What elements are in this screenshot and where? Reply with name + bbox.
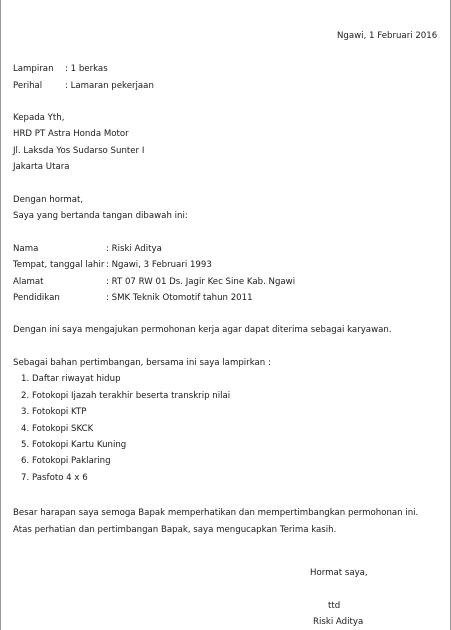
identity-value: : Ngawi, 3 Februari 1993 <box>106 260 212 270</box>
list-item: Fotokopi Kartu Kuning <box>32 440 127 450</box>
signature-name: Riski Aditya <box>313 617 364 627</box>
list-item: Fotokopi SKCK <box>32 424 94 434</box>
closing-paragraph: Besar harapan saya semoga Bapak memperhatikan dan mempertimbangkan permohonan ini. Atas perhatian dan pertimbangan Bapak, saya mengucapkan Terima kasih. <box>13 508 419 535</box>
identity-value: : SMK Teknik Otomotif tahun 2011 <box>106 293 253 303</box>
identity-label: Tempat, tanggal lahir <box>13 260 105 270</box>
recipient-line: Jakarta Utara <box>13 162 70 172</box>
list-item: Fotokopi Ijazah terakhir beserta transkrip nilai <box>32 391 231 401</box>
subject-label: Perihal <box>13 81 43 91</box>
subject-value: : Lamaran pekerjaan <box>65 81 154 91</box>
list-item: Fotokopi KTP <box>32 407 87 417</box>
greeting: Dengan hormat, <box>13 195 84 205</box>
list-item-number: 6. <box>21 456 30 466</box>
recipient-salutation: Kepada Yth, <box>13 113 65 123</box>
signature-mark: ttd <box>328 601 341 611</box>
letter-date: Ngawi, 1 Februari 2016 <box>337 31 438 41</box>
list-item-number: 7. <box>21 473 30 483</box>
identity-label: Pendidikan <box>13 293 60 303</box>
statement-text: Dengan ini saya mengajukan permohonan kerja agar dapat diterima sebagai karyawan. <box>13 325 392 335</box>
list-item-number: 2. <box>21 391 30 401</box>
list-item: Pasfoto 4 x 6 <box>32 473 88 483</box>
identity-value: : Riski Aditya <box>106 244 162 254</box>
attachment-label: Lampiran <box>13 64 54 74</box>
recipient-line: Jl. Laksda Yos Sudarso Sunter I <box>13 146 145 156</box>
attachment-value: : 1 berkas <box>65 64 108 74</box>
identity-value: : RT 07 RW 01 Ds. Jagir Kec Sine Kab. Ngawi <box>106 277 296 287</box>
list-item: Daftar riwayat hidup <box>32 374 121 384</box>
identity-label: Nama <box>13 244 39 254</box>
list-item-number: 3. <box>21 407 30 417</box>
intro-text: Saya yang bertanda tangan dibawah ini: <box>13 211 188 221</box>
list-item-number: 1. <box>21 374 30 384</box>
list-item: Fotokopi Paklaring <box>32 456 111 466</box>
identity-label: Alamat <box>13 277 44 287</box>
list-item-number: 5. <box>21 440 30 450</box>
attachments-intro: Sebagai bahan pertimbangan, bersama ini saya lampirkan : <box>13 358 271 368</box>
signature-regards: Hormat saya, <box>310 568 368 578</box>
recipient-line: HRD PT Astra Honda Motor <box>13 129 129 139</box>
list-item-number: 4. <box>21 424 30 434</box>
